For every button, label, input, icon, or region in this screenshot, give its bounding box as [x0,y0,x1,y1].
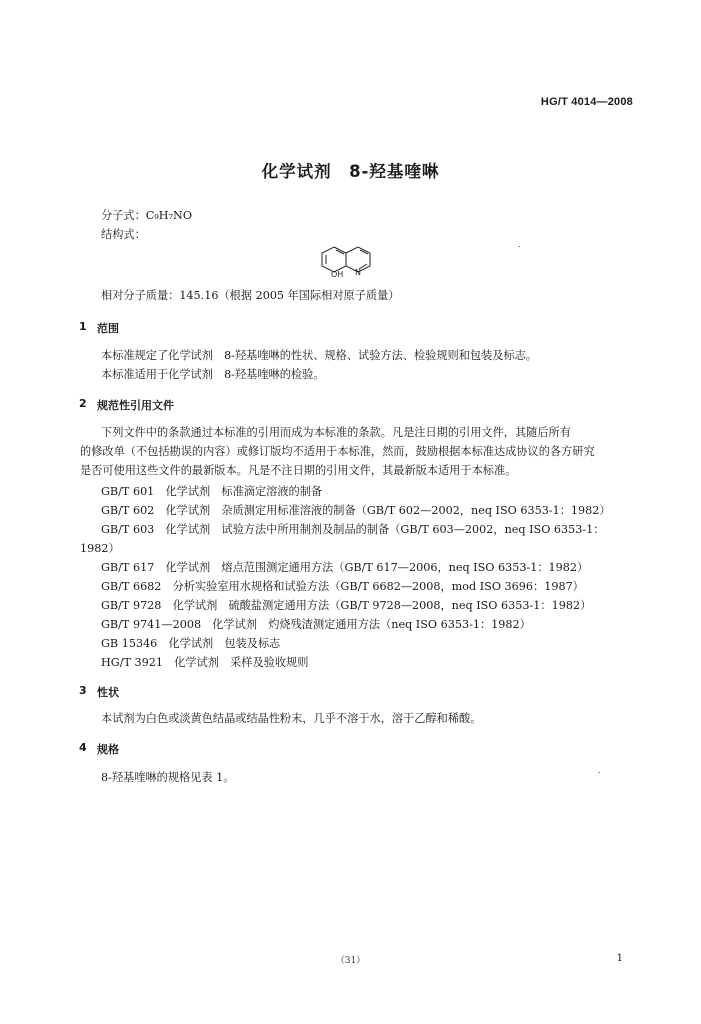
page-code: （31） [335,956,366,966]
scan-speck [598,772,600,773]
reference-item: HG/T 3921 化学试剂 采样及验收规则 [101,656,309,669]
relative-molecular-mass: 相对分子质量：145.16（根据 2005 年国际相对原子质量） [101,289,400,302]
section-2-number: 2 [79,397,87,410]
reference-item: GB/T 602 化学试剂 杂质测定用标准溶液的制备（GB/T 602—2002，neq ISO 6353-1：1982） [101,504,611,517]
reference-item: GB/T 617 化学试剂 熔点范围测定通用方法（GB/T 617—2006，neq ISO 6353-1：1982） [101,561,589,574]
standard-code: HG/T 4014—2008 [540,96,633,108]
molecular-formula: 分子式：C₉H₇NO [101,209,192,222]
reference-item: GB/T 9741—2008 化学试剂 灼烧残渣测定通用方法（neq ISO 6353-1：1982） [101,618,531,631]
section-2-intro-line-1: 下列文件中的条款通过本标准的引用而成为本标准的条款。凡是注日期的引用文件，其随后所有 [101,426,571,439]
page-number: 1 [616,953,623,964]
section-4-heading: 规格 [97,743,119,756]
reference-item: GB/T 9728 化学试剂 硫酸盐测定通用方法（GB/T 9728—2008，neq ISO 6353-1：1982） [101,599,592,612]
section-3-heading: 性状 [97,686,119,699]
section-2-intro-line-3: 是否可使用这些文件的最新版本。凡是不注日期的引用文件，其最新版本适用于本标准。 [80,464,517,477]
reference-item: GB/T 603 化学试剂 试验方法中所用制剂及制品的制备（GB/T 603—2002，neq ISO 6353-1： [101,523,605,536]
section-4-paragraph: 8-羟基喹啉的规格见表 1。 [101,771,235,784]
section-4-number: 4 [79,741,87,754]
n-label: N [355,268,361,277]
section-1-number: 1 [79,320,87,333]
section-2-intro-line-2: 的修改单（不包括勘误的内容）或修订版均不适用于本标准，然而，鼓励根据本标准达成协议的各方研究 [80,445,595,458]
reference-item: GB/T 6682 分析实验室用水规格和试验方法（GB/T 6682—2008，mod ISO 3696：1987） [101,580,584,593]
structure-label: 结构式： [101,228,146,241]
structural-formula-diagram [318,244,382,278]
reference-item-continuation: 1982） [80,542,120,555]
document-title: 化学试剂 8-羟基喹啉 [261,162,440,181]
section-1-heading: 范围 [97,322,119,335]
section-1-paragraph-1: 本标准规定了化学试剂 8-羟基喹啉的性状、规格、试验方法、检验规则和包装及标志。 [101,349,538,362]
oh-label: OH [331,270,344,278]
section-2-heading: 规范性引用文件 [97,399,174,412]
section-3-number: 3 [79,684,87,697]
reference-item: GB 15346 化学试剂 包装及标志 [101,637,281,650]
scan-speck [518,246,520,247]
reference-item: GB/T 601 化学试剂 标准滴定溶液的制备 [101,485,323,498]
section-3-paragraph: 本试剂为白色或淡黄色结晶或结晶性粉末，几乎不溶于水，溶于乙醇和稀酸。 [101,712,482,725]
section-1-paragraph-2: 本标准适用于化学试剂 8-羟基喹啉的检验。 [101,368,325,381]
